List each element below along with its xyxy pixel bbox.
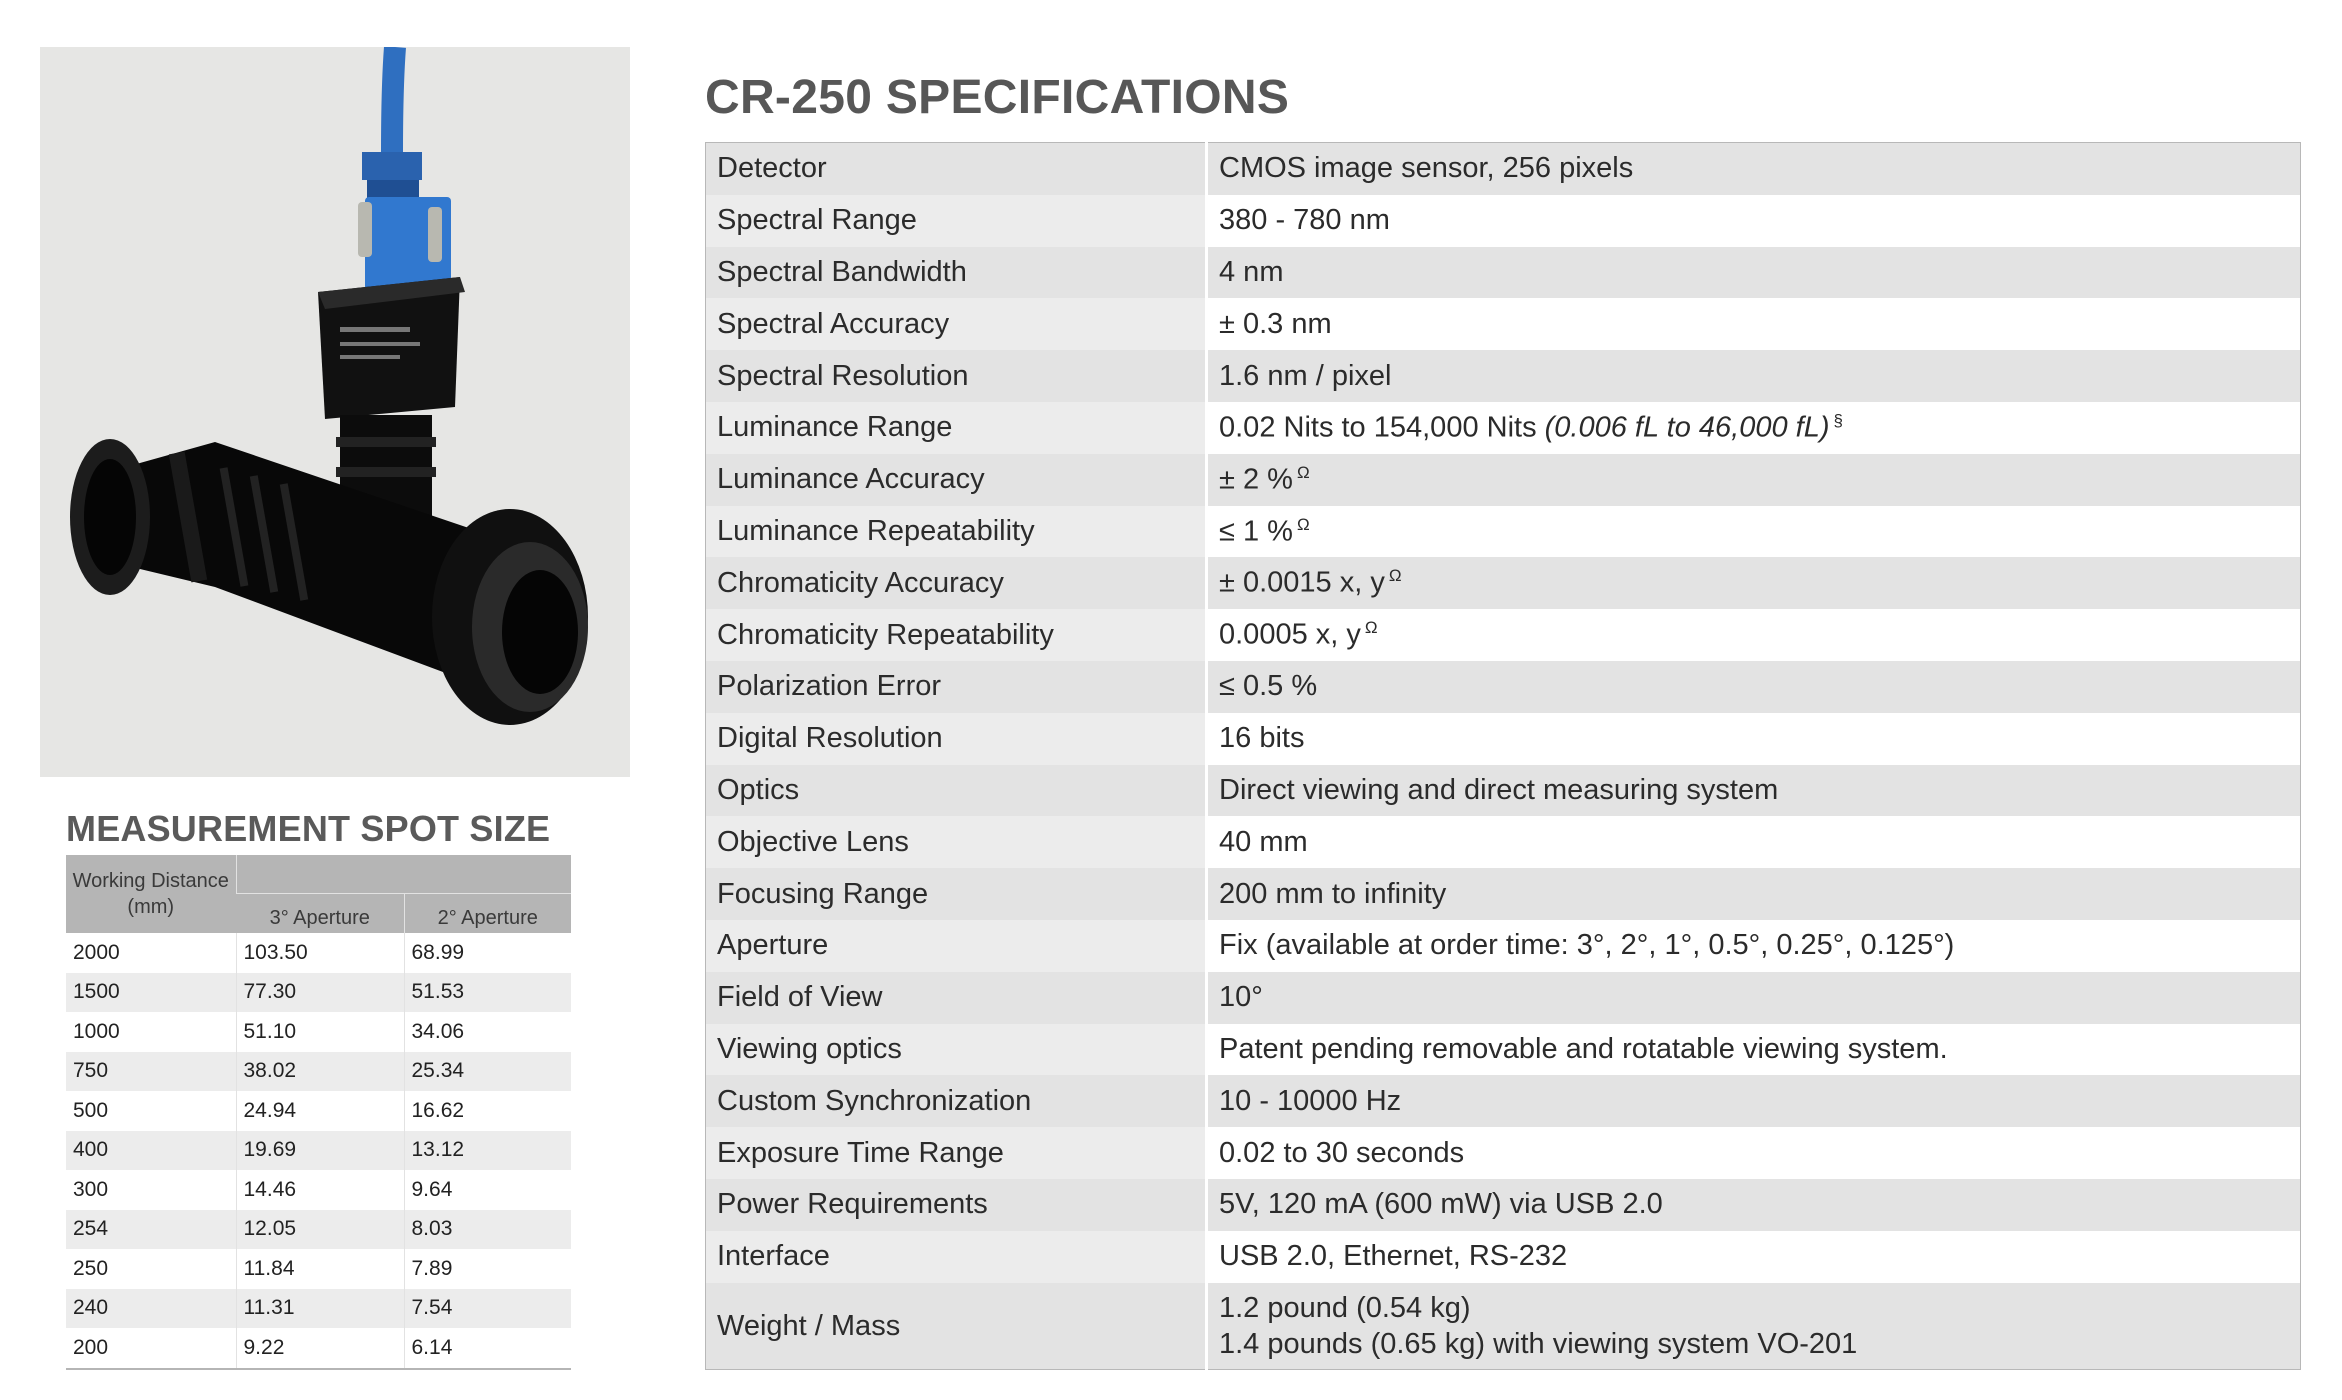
working-distance-cell: 400 (66, 1131, 236, 1171)
spec-label: Field of View (706, 972, 1207, 1024)
specifications-table (705, 142, 2301, 1370)
footnote-marker: Ω (1296, 462, 1310, 482)
aperture-2-header: 2° Aperture (404, 894, 571, 934)
spec-value-cell (1207, 765, 2301, 817)
spec-label: Power Requirements (706, 1179, 1207, 1231)
spec-value: ± 2 % (1219, 463, 1293, 496)
spec-value-cell (1207, 1231, 2301, 1283)
aperture-3-header: 3° Aperture (236, 894, 404, 934)
spec-label: Spectral Range (706, 195, 1207, 247)
table-row (66, 1328, 571, 1369)
spec-value-cell (1207, 868, 2301, 920)
spec-label: Polarization Error (706, 661, 1207, 713)
spec-value: Patent pending removable and rotatable viewing system. (1219, 1032, 1948, 1065)
spec-label: Luminance Range (706, 402, 1207, 454)
spec-value-alt-units: (0.006 fL to 46,000 fL) (1544, 411, 1830, 444)
aperture-2-cell: 7.89 (404, 1249, 571, 1289)
spec-value: Direct viewing and direct measuring system (1219, 773, 1779, 806)
aperture-2-cell: 16.62 (404, 1091, 571, 1131)
spec-value: 380 - 780 nm (1219, 204, 1390, 237)
spec-row (706, 609, 2301, 661)
working-distance-cell: 1000 (66, 1012, 236, 1052)
spec-label: Aperture (706, 920, 1207, 972)
aperture-2-cell: 68.99 (404, 933, 571, 973)
spec-row (706, 195, 2301, 247)
spec-row (706, 1231, 2301, 1283)
spec-label: Viewing optics (706, 1024, 1207, 1076)
spec-value-cell (1207, 350, 2301, 402)
footnote-marker: Ω (1296, 514, 1310, 534)
table-row (66, 1170, 571, 1210)
working-distance-cell: 750 (66, 1052, 236, 1092)
aperture-3-cell: 103.50 (236, 933, 404, 973)
spot-size-rows (66, 933, 571, 1369)
spec-row (706, 454, 2301, 506)
spec-value: ± 0.3 nm (1219, 307, 1332, 340)
spec-row (706, 920, 2301, 972)
spec-value: 16 bits (1219, 722, 1305, 755)
table-row (66, 1131, 571, 1171)
spec-value: CMOS image sensor, 256 pixels (1219, 152, 1634, 185)
spec-value: 0.02 Nits to 154,000 Nits (1219, 411, 1537, 444)
aperture-2-cell: 9.64 (404, 1170, 571, 1210)
spec-label: Luminance Accuracy (706, 454, 1207, 506)
spec-value: ≤ 1 % (1219, 515, 1293, 548)
aperture-2-cell: 7.54 (404, 1289, 571, 1329)
table-row (66, 1052, 571, 1092)
spec-row (706, 402, 2301, 454)
aperture-2-cell: 13.12 (404, 1131, 571, 1171)
aperture-3-cell: 24.94 (236, 1091, 404, 1131)
aperture-3-cell: 14.46 (236, 1170, 404, 1210)
working-distance-cell: 500 (66, 1091, 236, 1131)
spec-label: Chromaticity Accuracy (706, 557, 1207, 609)
spec-value-cell (1207, 1179, 2301, 1231)
table-row (66, 1249, 571, 1289)
spec-value-cell (1207, 298, 2301, 350)
spec-label: Exposure Time Range (706, 1127, 1207, 1179)
spec-value-line-2: 1.4 pounds (0.65 kg) with viewing system VO-201 (1219, 1327, 1858, 1360)
aperture-3-cell: 51.10 (236, 1012, 404, 1052)
table-row (66, 1210, 571, 1250)
working-distance-cell: 250 (66, 1249, 236, 1289)
spec-value-cell (1207, 1024, 2301, 1076)
spec-label: Focusing Range (706, 868, 1207, 920)
spec-label: Spectral Bandwidth (706, 247, 1207, 299)
working-distance-cell: 2000 (66, 933, 236, 973)
spec-value: 0.02 to 30 seconds (1219, 1136, 1465, 1169)
footnote-marker: Ω (1364, 618, 1378, 638)
working-distance-cell: 300 (66, 1170, 236, 1210)
spec-label: Luminance Repeatability (706, 506, 1207, 558)
spec-value: 200 mm to infinity (1219, 877, 1447, 910)
spec-row (706, 1283, 2301, 1370)
spec-label: Spectral Accuracy (706, 298, 1207, 350)
working-distance-cell: 240 (66, 1289, 236, 1329)
spec-row (706, 1024, 2301, 1076)
spec-label: Detector (706, 143, 1207, 195)
spec-row (706, 868, 2301, 920)
aperture-3-cell: 9.22 (236, 1328, 404, 1369)
spec-label: Objective Lens (706, 816, 1207, 868)
spec-value-cell (1207, 816, 2301, 868)
spec-value: Fix (available at order time: 3°, 2°, 1°, 0.5°, 0.25°, 0.125°) (1219, 929, 1955, 962)
spec-value-cell (1207, 1075, 2301, 1127)
spec-value-cell (1207, 609, 2301, 661)
working-distance-cell: 200 (66, 1328, 236, 1369)
aperture-3-cell: 38.02 (236, 1052, 404, 1092)
spec-row (706, 298, 2301, 350)
spec-row (706, 713, 2301, 765)
spec-row (706, 765, 2301, 817)
working-distance-header: Working Distance (mm) (66, 855, 236, 933)
footnote-marker: Ω (1388, 566, 1402, 586)
spec-value-cell (1207, 506, 2301, 558)
spec-value: 1.2 pound (0.54 kg) (1219, 1291, 1471, 1324)
spec-label: Digital Resolution (706, 713, 1207, 765)
spec-value: 10 - 10000 Hz (1219, 1084, 1402, 1117)
spec-label: Weight / Mass (706, 1283, 1207, 1370)
spec-row (706, 247, 2301, 299)
footnote-marker: § (1833, 411, 1843, 431)
spec-label: Spectral Resolution (706, 350, 1207, 402)
product-photo (40, 47, 630, 777)
spec-row (706, 1179, 2301, 1231)
spec-value-cell (1207, 972, 2301, 1024)
spec-row (706, 661, 2301, 713)
table-row (66, 933, 571, 973)
spec-value: ± 0.0015 x, y (1219, 567, 1385, 600)
spec-row (706, 557, 2301, 609)
spec-row (706, 1127, 2301, 1179)
spot-size-title: MEASUREMENT SPOT SIZE (66, 808, 551, 849)
aperture-2-cell: 6.14 (404, 1328, 571, 1369)
spec-value-cell (1207, 454, 2301, 506)
specifications-rows (706, 143, 2301, 1370)
spec-value: 0.0005 x, y (1219, 618, 1361, 651)
spec-value-cell (1207, 557, 2301, 609)
spec-row (706, 506, 2301, 558)
spec-value: USB 2.0, Ethernet, RS-232 (1219, 1240, 1568, 1273)
spec-label: Interface (706, 1231, 1207, 1283)
spec-row (706, 1075, 2301, 1127)
spec-row (706, 972, 2301, 1024)
spot-size-table (66, 855, 571, 1370)
spec-value: 40 mm (1219, 825, 1308, 858)
table-row (66, 1091, 571, 1131)
table-row (66, 1012, 571, 1052)
spec-value: 1.6 nm / pixel (1219, 359, 1392, 392)
spec-row (706, 350, 2301, 402)
table-row (66, 973, 571, 1013)
aperture-3-cell: 77.30 (236, 973, 404, 1013)
spec-value-cell (1207, 247, 2301, 299)
spec-value: 10° (1219, 981, 1263, 1014)
table-row (66, 1289, 571, 1329)
spec-value-cell (1207, 195, 2301, 247)
aperture-3-cell: 19.69 (236, 1131, 404, 1171)
spec-value: ≤ 0.5 % (1219, 670, 1318, 703)
aperture-2-cell: 34.06 (404, 1012, 571, 1052)
aperture-2-cell: 51.53 (404, 973, 571, 1013)
working-distance-cell: 1500 (66, 973, 236, 1013)
spec-label: Chromaticity Repeatability (706, 609, 1207, 661)
spec-row (706, 816, 2301, 868)
spec-value: 4 nm (1219, 255, 1284, 288)
aperture-2-cell: 25.34 (404, 1052, 571, 1092)
aperture-3-cell: 11.84 (236, 1249, 404, 1289)
spec-row (706, 143, 2301, 195)
spec-value-cell (1207, 661, 2301, 713)
spec-label: Custom Synchronization (706, 1075, 1207, 1127)
spec-value-cell (1207, 143, 2301, 195)
spec-label: Optics (706, 765, 1207, 817)
working-distance-cell: 254 (66, 1210, 236, 1250)
spectroradiometer-camera-photo (40, 47, 630, 777)
spec-value: 5V, 120 mA (600 mW) via USB 2.0 (1219, 1188, 1663, 1221)
aperture-3-cell: 12.05 (236, 1210, 404, 1250)
spec-value-cell (1207, 920, 2301, 972)
spec-value-cell (1207, 713, 2301, 765)
spec-value-cell (1207, 1127, 2301, 1179)
spec-value-cell (1207, 402, 2301, 454)
specifications-title: CR-250 SPECIFICATIONS (705, 71, 1290, 124)
aperture-3-cell: 11.31 (236, 1289, 404, 1329)
spec-value-cell (1207, 1283, 2301, 1370)
aperture-header-group (236, 855, 571, 894)
aperture-2-cell: 8.03 (404, 1210, 571, 1250)
